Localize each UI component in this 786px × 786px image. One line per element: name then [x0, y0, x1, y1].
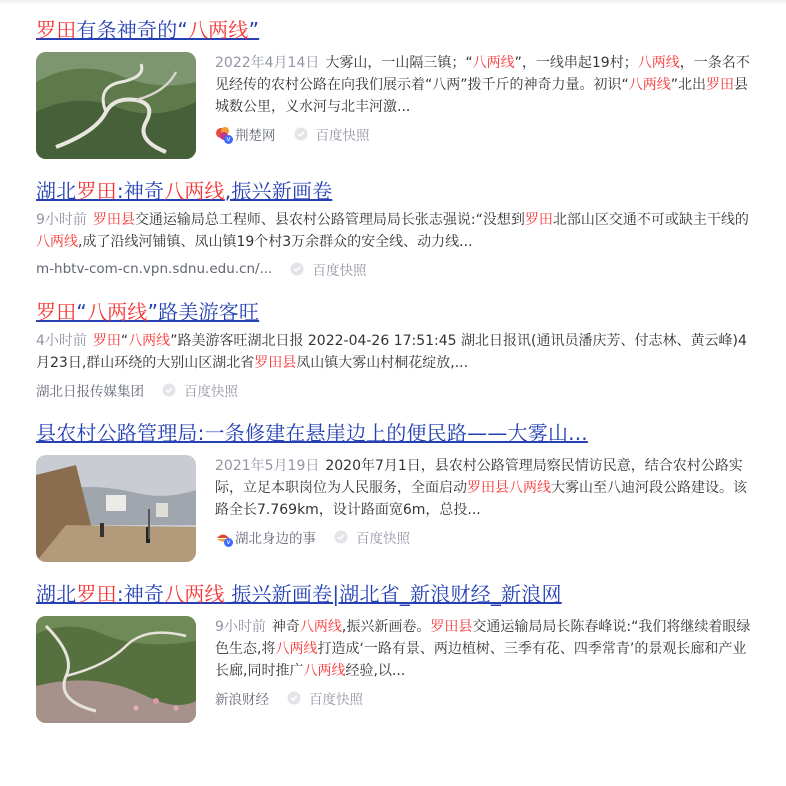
highlighted-keyword: 八两线	[275, 641, 318, 657]
highlighted-keyword: 罗田县	[430, 619, 473, 635]
result-abstract	[36, 330, 756, 374]
text-segment[interactable]: 湖北	[36, 179, 77, 203]
highlighted-keyword: 罗田县八两线	[467, 480, 551, 496]
text-segment: ,成了沿线河铺镇、凤山镇19个村3万余群众的安全线、动力线...	[78, 234, 473, 250]
text-segment[interactable]: 振兴新画卷|湖北省_新浪财经_新浪网	[224, 582, 562, 606]
highlighted-keyword: 罗田	[92, 333, 121, 349]
snapshot-icon	[162, 383, 176, 397]
text-segment: 县城数公里，义水河与北丰河激...	[215, 77, 749, 115]
highlighted-keyword[interactable]: 八两线	[187, 18, 249, 42]
result-abstract	[215, 52, 756, 118]
verified-badge-icon: v	[224, 538, 233, 547]
snapshot-icon	[294, 127, 308, 141]
highlighted-keyword: 八两线	[36, 234, 78, 250]
highlighted-keyword: 罗田	[706, 77, 735, 93]
highlighted-keyword[interactable]: 罗田	[36, 300, 77, 324]
result-source-row	[36, 258, 756, 280]
text-segment: 大雾山，一山隔三镇；“	[325, 55, 473, 71]
snapshot-link[interactable]: 百度快照	[294, 124, 370, 144]
result-source[interactable]: 湖北身边的事	[235, 531, 316, 547]
snapshot-link[interactable]: 百度快照	[290, 259, 366, 279]
text-segment: ，一条名不见经传的农村公路在向我们展示着“八两”拨千斤的神奇力量。初识“	[215, 55, 750, 93]
search-result	[36, 298, 756, 401]
highlighted-keyword[interactable]: 八两线	[164, 179, 225, 203]
result-date: 2022年4月14日	[215, 55, 320, 71]
highlighted-keyword[interactable]: 罗田	[36, 18, 77, 42]
result-title-link[interactable]	[36, 580, 756, 608]
text-segment[interactable]: ”路美游客旺	[147, 300, 260, 324]
snapshot-link[interactable]: 百度快照	[162, 380, 238, 400]
snapshot-link[interactable]: 百度快照	[334, 527, 410, 547]
highlighted-keyword: 罗田县	[92, 212, 135, 228]
highlighted-keyword: 八两线	[472, 55, 515, 71]
text-segment: ”，一线串起19村；	[514, 55, 638, 71]
text-segment[interactable]: 有条神奇的“	[76, 18, 188, 42]
top-shadow-bar	[0, 0, 786, 5]
highlighted-keyword[interactable]: 罗田	[76, 179, 117, 203]
text-segment: 交通运输局总工程师、县农村公路管理局局长张志强说:“没想到	[134, 212, 525, 228]
text-segment: ,振兴新画卷。	[341, 619, 431, 635]
highlighted-keyword: 八两线	[628, 77, 671, 93]
result-thumbnail[interactable]	[36, 455, 196, 562]
text-segment: “	[120, 333, 129, 349]
text-segment: ”北出	[670, 77, 707, 93]
highlighted-keyword: 八两线	[303, 663, 346, 679]
result-abstract	[215, 455, 756, 521]
hubei-news-logo-icon	[215, 529, 231, 545]
text-segment[interactable]: ”	[248, 18, 260, 42]
highlighted-keyword[interactable]: 八两线	[164, 582, 225, 606]
text-segment[interactable]: 湖北	[36, 582, 77, 606]
result-source[interactable]: 湖北日报传媒集团	[36, 384, 144, 400]
result-source[interactable]: 新浪财经	[215, 692, 269, 708]
result-thumbnail[interactable]	[36, 52, 196, 159]
text-segment[interactable]: 县农村公路管理局:一条修建在悬崖边上的便民路——大雾山...	[36, 421, 588, 445]
text-segment[interactable]: :神奇	[116, 179, 165, 203]
text-segment[interactable]: “	[76, 300, 87, 324]
result-abstract	[36, 209, 756, 253]
result-source-row	[215, 687, 756, 709]
result-date: 4小时前	[36, 333, 87, 349]
jingchu-logo-icon	[215, 126, 231, 142]
highlighted-keyword[interactable]: 八两线	[86, 300, 148, 324]
search-result	[36, 580, 756, 723]
text-segment: 大雾山至八迪河段公路建设。该路全长7.769km，设计路面宽6m，总投...	[215, 480, 747, 518]
result-source[interactable]: 荆楚网	[235, 128, 276, 144]
result-source-row	[215, 123, 756, 145]
search-results-list	[0, 16, 756, 723]
text-segment: 交通运输局局长陈春峰说:“我们将继续着眼绿色生态,将	[215, 619, 751, 657]
snapshot-link[interactable]: 百度快照	[287, 688, 363, 708]
highlighted-keyword: 八两线	[637, 55, 680, 71]
text-segment: 北部山区交通不可或缺主干线的	[552, 212, 749, 228]
snapshot-icon	[334, 530, 348, 544]
highlighted-keyword[interactable]: 罗田	[76, 582, 117, 606]
result-abstract	[215, 616, 756, 682]
result-title-link[interactable]	[36, 419, 756, 447]
highlighted-keyword: 罗田	[524, 212, 553, 228]
text-segment: 打造成‘一路有景、两边植树、三季有花、四季常青’的景观长廊和产业长廊,同时推广	[215, 641, 747, 679]
snapshot-icon	[290, 262, 304, 276]
result-source-row	[36, 379, 756, 401]
text-segment: ”路美游客旺湖北日报 2022-04-26 17:51:45 湖北日报讯(通讯员潘庆芳、付志林、黄云峰)4月23日,群山环绕的大别山区湖北省	[36, 333, 747, 371]
text-segment: 2020年7月1日，县农村公路管理局察民情访民意，结合农村公路实际，立足本职岗位为人民服务，全面启动	[215, 458, 743, 496]
text-segment: 经验,以...	[345, 663, 406, 679]
result-title-link[interactable]	[36, 177, 756, 205]
result-title-link[interactable]	[36, 16, 756, 44]
search-result	[36, 16, 756, 159]
text-segment: 神奇	[271, 619, 300, 635]
result-source-row	[215, 526, 756, 548]
highlighted-keyword: 罗田县	[254, 355, 297, 371]
search-result	[36, 419, 756, 562]
result-date: 9小时前	[36, 212, 87, 228]
text-segment[interactable]: ,振兴新画卷	[224, 179, 333, 203]
result-title-link[interactable]	[36, 298, 756, 326]
text-segment: 凤山镇大雾山村桐花绽放,...	[296, 355, 469, 371]
result-date: 9小时前	[215, 619, 266, 635]
snapshot-icon	[287, 691, 301, 705]
result-source[interactable]: m-hbtv-com-cn.vpn.sdnu.edu.cn/...	[36, 261, 273, 277]
highlighted-keyword: 八两线	[299, 619, 342, 635]
result-date: 2021年5月19日	[215, 458, 320, 474]
search-result	[36, 177, 756, 280]
verified-badge-icon: v	[224, 135, 233, 144]
result-thumbnail[interactable]	[36, 616, 196, 723]
highlighted-keyword: 八两线	[128, 333, 171, 349]
text-segment[interactable]: :神奇	[116, 582, 165, 606]
